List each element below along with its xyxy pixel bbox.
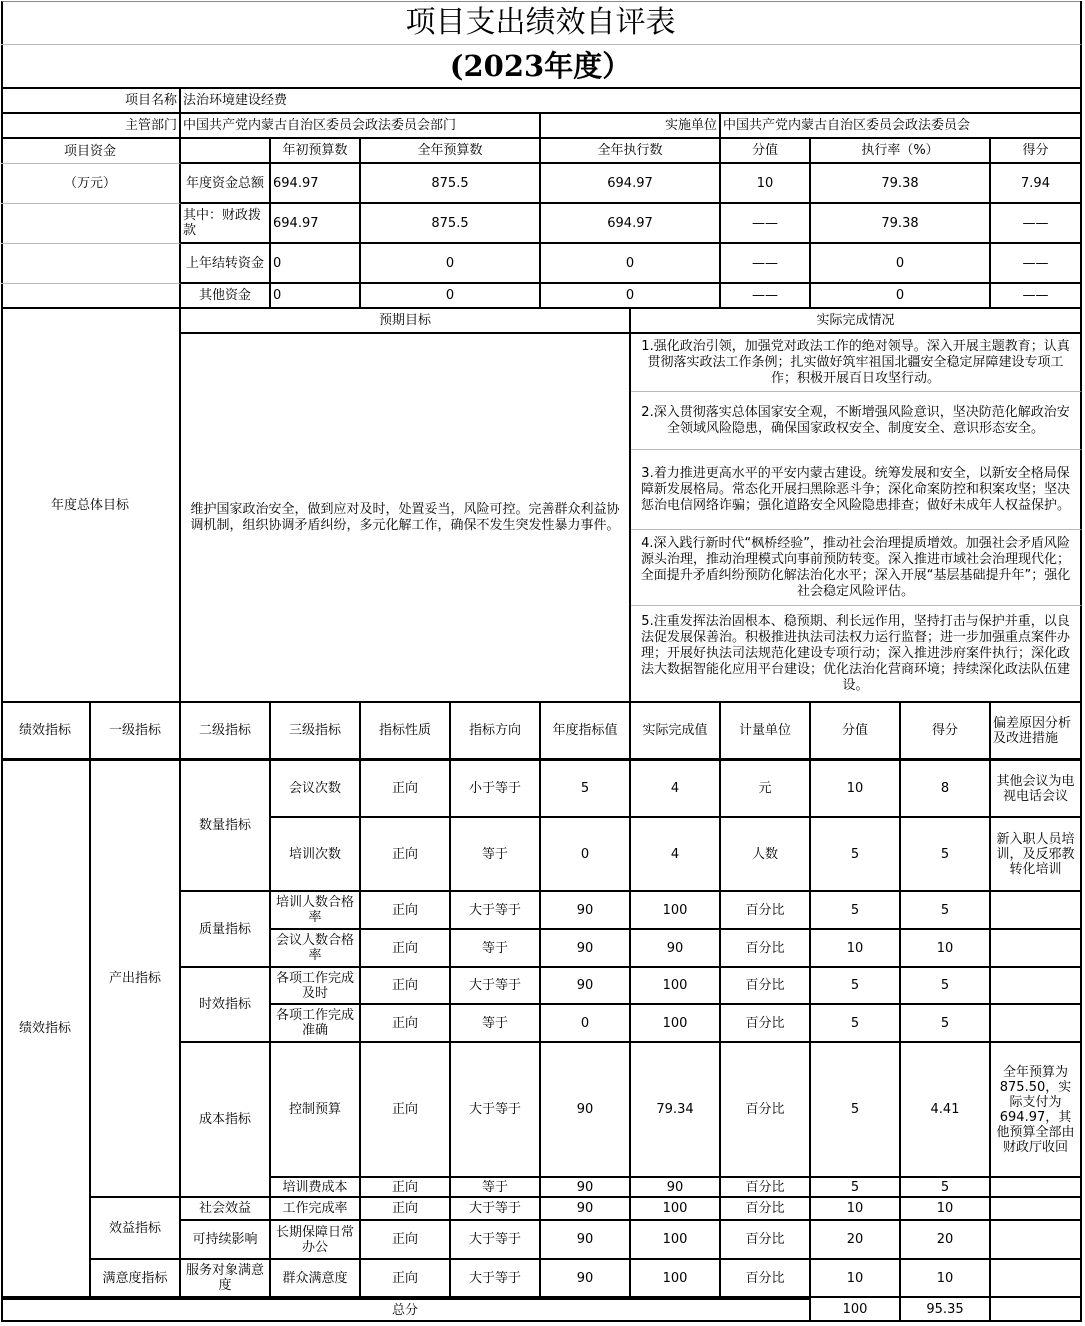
direction-cell: 大于等于 bbox=[451, 892, 541, 930]
score-cell: 10 bbox=[901, 1260, 991, 1298]
deviation-note-cell bbox=[991, 968, 1082, 1005]
ind-col0-text: 绩效指标 bbox=[18, 1021, 71, 1036]
funds-row-score: 7.94 bbox=[991, 164, 1082, 204]
ind-header: 二级指标 bbox=[181, 703, 271, 761]
target-value-cell: 90 bbox=[541, 1260, 631, 1298]
total-note bbox=[991, 1298, 1082, 1322]
nature-cell: 正向 bbox=[361, 968, 451, 1005]
funds-row-rate: 79.38 bbox=[811, 164, 991, 204]
performance-self-evaluation-sheet bbox=[1, 1, 1082, 1322]
unit-cell: 百分比 bbox=[721, 1005, 811, 1043]
sheet-subtitle: (2023年度） bbox=[1, 45, 1082, 89]
target-value-cell: 90 bbox=[541, 1221, 631, 1260]
level2-cell: 服务对象满意度 bbox=[181, 1260, 271, 1298]
score-value-cell: 10 bbox=[811, 1260, 901, 1298]
direction-cell: 等于 bbox=[451, 1178, 541, 1198]
nature-cell: 正向 bbox=[361, 930, 451, 968]
total-score: 95.35 bbox=[901, 1298, 991, 1322]
actual-value-cell: 90 bbox=[631, 1178, 721, 1198]
direction-cell: 大于等于 bbox=[451, 1221, 541, 1260]
deviation-note-cell: 其他会议为电视电话会议 bbox=[991, 761, 1082, 818]
actual-item: 5.注重发挥法治固根本、稳预期、利长远作用，坚持打击与保护并重，以良法促发展保善治。积极推进执法司法权力运行监督；进一步加强重点案件办理；开展好执法司法规范化建设专项行动；深入推进涉府案件执行；深化政法大数据智能化应用平台建设；优化法治化营商环境；持续深化政法队伍建设。 bbox=[631, 606, 1082, 703]
nature-cell: 正向 bbox=[361, 1005, 451, 1043]
deviation-note-cell bbox=[991, 1178, 1082, 1198]
unit-cell: 百分比 bbox=[721, 968, 811, 1005]
level3-cell: 会议人数合格率 bbox=[271, 930, 361, 968]
actual-item: 4.深入践行新时代“枫桥经验”，推动社会治理提质增效。加强社会矛盾风险源头治理，推动治理模式向事前预防转变。深入推进市域社会治理现代化；全面提升矛盾纠纷预防化解法治化水平；深入开展“基层基础提升年”；强化社会稳定风险评估。 bbox=[631, 530, 1082, 606]
dept-label: 主管部门 bbox=[1, 114, 181, 139]
funds-header-initial: 年初预算数 bbox=[271, 139, 361, 164]
deviation-note-cell bbox=[991, 1221, 1082, 1260]
ind-header: 得分 bbox=[901, 703, 991, 761]
funds-row-name: 年度资金总额 bbox=[181, 164, 271, 204]
actual-value-cell: 79.34 bbox=[631, 1043, 721, 1178]
funds-row-annual: 875.5 bbox=[361, 164, 541, 204]
funds-header-annual: 全年预算数 bbox=[361, 139, 541, 164]
level3-cell: 会议次数 bbox=[271, 761, 361, 818]
level3-cell: 各项工作完成及时 bbox=[271, 968, 361, 1005]
level3-cell: 培训费成本 bbox=[271, 1178, 361, 1198]
unit-cell: 百分比 bbox=[721, 1178, 811, 1198]
annual-goal-label: 年度总体目标 bbox=[1, 309, 181, 703]
level3-cell: 控制预算 bbox=[271, 1043, 361, 1178]
sheet-title: 项目支出绩效自评表 bbox=[1, 1, 1082, 45]
level3-cell: 各项工作完成准确 bbox=[271, 1005, 361, 1043]
score-cell: 5 bbox=[901, 892, 991, 930]
dept-value: 中国共产党内蒙古自治区委员会政法委员会部门 bbox=[181, 114, 541, 139]
ind-col0-label bbox=[1, 761, 91, 1298]
score-cell: 5 bbox=[901, 818, 991, 892]
score-cell: 20 bbox=[901, 1221, 991, 1260]
actual-value-cell: 100 bbox=[631, 1260, 721, 1298]
deviation-note-cell bbox=[991, 930, 1082, 968]
ind-header: 偏差原因分析及改进措施 bbox=[991, 703, 1082, 761]
nature-cell: 正向 bbox=[361, 892, 451, 930]
funds-row-executed: 694.97 bbox=[541, 204, 721, 244]
target-value-cell: 5 bbox=[541, 761, 631, 818]
ind-header: 计量单位 bbox=[721, 703, 811, 761]
ind-header: 年度指标值 bbox=[541, 703, 631, 761]
direction-cell: 等于 bbox=[451, 1005, 541, 1043]
deviation-note-cell bbox=[991, 1198, 1082, 1221]
score-cell: 8 bbox=[901, 761, 991, 818]
unit-cell: 百分比 bbox=[721, 1198, 811, 1221]
score-cell: 10 bbox=[901, 1198, 991, 1221]
ind-header: 绩效指标 bbox=[1, 703, 91, 761]
score-value-cell: 5 bbox=[811, 1043, 901, 1178]
level2-cell: 质量指标 bbox=[181, 892, 271, 968]
target-value-cell: 90 bbox=[541, 968, 631, 1005]
score-value-cell: 5 bbox=[811, 818, 901, 892]
funds-row-score-value: —— bbox=[721, 204, 811, 244]
funds-row-annual: 0 bbox=[361, 284, 541, 309]
funds-row-annual: 0 bbox=[361, 244, 541, 284]
ind-header: 指标性质 bbox=[361, 703, 451, 761]
actual-value-cell: 100 bbox=[631, 1198, 721, 1221]
actual-completion-header: 实际完成情况 bbox=[631, 309, 1082, 334]
funds-blank bbox=[1, 284, 181, 309]
funds-row-executed: 694.97 bbox=[541, 164, 721, 204]
ind-header: 三级指标 bbox=[271, 703, 361, 761]
score-cell: 5 bbox=[901, 968, 991, 1005]
total-label: 总分 bbox=[1, 1298, 811, 1322]
unit-cell: 百分比 bbox=[721, 1043, 811, 1178]
score-cell: 10 bbox=[901, 930, 991, 968]
funds-row-score-value: —— bbox=[721, 284, 811, 309]
nature-cell: 正向 bbox=[361, 1043, 451, 1178]
funds-label: 项目资金 bbox=[1, 139, 181, 164]
target-value-cell: 90 bbox=[541, 1198, 631, 1221]
funds-row-score: —— bbox=[991, 244, 1082, 284]
target-value-cell: 90 bbox=[541, 1043, 631, 1178]
score-value-cell: 10 bbox=[811, 1198, 901, 1221]
level2-cell: 可持续影响 bbox=[181, 1221, 271, 1260]
funds-row-score-value: —— bbox=[721, 244, 811, 284]
funds-row-score: —— bbox=[991, 204, 1082, 244]
funds-row-initial: 0 bbox=[271, 284, 361, 309]
level1-cell: 效益指标 bbox=[91, 1198, 181, 1260]
score-cell: 4.41 bbox=[901, 1043, 991, 1178]
target-value-cell: 90 bbox=[541, 1178, 631, 1198]
funds-row-executed: 0 bbox=[541, 244, 721, 284]
nature-cell: 正向 bbox=[361, 761, 451, 818]
deviation-note-cell: 新入职人员培训，及反邪教转化培训 bbox=[991, 818, 1082, 892]
direction-cell: 等于 bbox=[451, 818, 541, 892]
direction-cell: 小于等于 bbox=[451, 761, 541, 818]
project-name-value: 法治环境建设经费 bbox=[181, 89, 1082, 114]
level2-cell: 成本指标 bbox=[181, 1043, 271, 1198]
score-value-cell: 5 bbox=[811, 1178, 901, 1198]
funds-blank bbox=[1, 204, 181, 244]
deviation-note-cell bbox=[991, 892, 1082, 930]
expected-goal-text: 维护国家政治安全，做到应对及时，处置妥当，风险可控。完善群众利益协调机制，组织协调矛盾纠纷，多元化解工作，确保不发生突发性暴力事件。 bbox=[181, 334, 631, 703]
actual-value-cell: 90 bbox=[631, 930, 721, 968]
nature-cell: 正向 bbox=[361, 1198, 451, 1221]
nature-cell: 正向 bbox=[361, 1178, 451, 1198]
actual-item: 3.着力推进更高水平的平安内蒙古建设。统筹发展和安全，以新安全格局保障新发展格局。常态化开展扫黑除恶斗争；深化命案防控和积案攻坚；坚决惩治电信网络诈骗；强化道路安全风险隐患排查；做好未成年人权益保护。 bbox=[631, 450, 1082, 530]
unit-cell: 元 bbox=[721, 761, 811, 818]
funds-blank-header bbox=[181, 139, 271, 164]
funds-header-score-value: 分值 bbox=[721, 139, 811, 164]
ind-header: 指标方向 bbox=[451, 703, 541, 761]
impl-unit-label: 实施单位 bbox=[541, 114, 721, 139]
funds-row-name: 其他资金 bbox=[181, 284, 271, 309]
funds-row-score: —— bbox=[991, 284, 1082, 309]
level1-cell: 满意度指标 bbox=[91, 1260, 181, 1298]
direction-cell: 等于 bbox=[451, 930, 541, 968]
ind-header: 一级指标 bbox=[91, 703, 181, 761]
actual-item: 1.强化政治引领，加强党对政法工作的绝对领导。深入开展主题教育；认真贯彻落实政法工作条例；扎实做好筑牢祖国北疆安全稳定屏障建设专项工作；积极开展百日攻坚行动。 bbox=[631, 334, 1082, 392]
actual-value-cell: 100 bbox=[631, 968, 721, 1005]
level2-cell: 社会效益 bbox=[181, 1198, 271, 1221]
unit-cell: 百分比 bbox=[721, 1260, 811, 1298]
unit-cell: 百分比 bbox=[721, 892, 811, 930]
actual-value-cell: 4 bbox=[631, 761, 721, 818]
unit-cell: 百分比 bbox=[721, 1221, 811, 1260]
actual-value-cell: 100 bbox=[631, 1005, 721, 1043]
level3-cell: 长期保障日常办公 bbox=[271, 1221, 361, 1260]
nature-cell: 正向 bbox=[361, 818, 451, 892]
score-value-cell: 10 bbox=[811, 930, 901, 968]
score-value-cell: 5 bbox=[811, 1005, 901, 1043]
funds-row-executed: 0 bbox=[541, 284, 721, 309]
direction-cell: 大于等于 bbox=[451, 1198, 541, 1221]
level3-cell: 群众满意度 bbox=[271, 1260, 361, 1298]
funds-unit: （万元） bbox=[1, 164, 181, 204]
funds-row-initial: 0 bbox=[271, 244, 361, 284]
impl-unit-value: 中国共产党内蒙古自治区委员会政法委员会 bbox=[721, 114, 1082, 139]
unit-cell: 人数 bbox=[721, 818, 811, 892]
score-value-cell: 10 bbox=[811, 761, 901, 818]
deviation-note-cell bbox=[991, 1260, 1082, 1298]
funds-header-rate: 执行率（%） bbox=[811, 139, 991, 164]
score-cell: 5 bbox=[901, 1178, 991, 1198]
target-value-cell: 90 bbox=[541, 892, 631, 930]
ind-header: 分值 bbox=[811, 703, 901, 761]
total-score-value: 100 bbox=[811, 1298, 901, 1322]
direction-cell: 大于等于 bbox=[451, 1260, 541, 1298]
funds-row-rate: 0 bbox=[811, 284, 991, 309]
level3-cell: 工作完成率 bbox=[271, 1198, 361, 1221]
project-name-label: 项目名称 bbox=[1, 89, 181, 114]
actual-item: 2.深入贯彻落实总体国家安全观，不断增强风险意识，坚决防范化解政治安全领域风险隐患，确保国家政权安全、制度安全、意识形态安全。 bbox=[631, 392, 1082, 450]
nature-cell: 正向 bbox=[361, 1260, 451, 1298]
level3-cell: 培训人数合格率 bbox=[271, 892, 361, 930]
level2-cell: 时效指标 bbox=[181, 968, 271, 1043]
actual-value-cell: 100 bbox=[631, 892, 721, 930]
funds-row-rate: 0 bbox=[811, 244, 991, 284]
deviation-note-cell bbox=[991, 1005, 1082, 1043]
funds-blank bbox=[1, 244, 181, 284]
direction-cell: 大于等于 bbox=[451, 1043, 541, 1178]
score-value-cell: 5 bbox=[811, 968, 901, 1005]
funds-row-name: 上年结转资金 bbox=[181, 244, 271, 284]
score-cell: 5 bbox=[901, 1005, 991, 1043]
funds-row-annual: 875.5 bbox=[361, 204, 541, 244]
direction-cell: 大于等于 bbox=[451, 968, 541, 1005]
actual-value-cell: 4 bbox=[631, 818, 721, 892]
deviation-note-cell: 全年预算为875.50，实际支付为694.97，其他预算全部由财政厅收回 bbox=[991, 1043, 1082, 1178]
ind-header: 实际完成值 bbox=[631, 703, 721, 761]
score-value-cell: 5 bbox=[811, 892, 901, 930]
target-value-cell: 0 bbox=[541, 818, 631, 892]
target-value-cell: 0 bbox=[541, 1005, 631, 1043]
funds-header-executed: 全年执行数 bbox=[541, 139, 721, 164]
funds-row-initial: 694.97 bbox=[271, 204, 361, 244]
funds-header-score: 得分 bbox=[991, 139, 1082, 164]
funds-row-name: 其中：财政拨款 bbox=[181, 204, 271, 244]
unit-cell: 百分比 bbox=[721, 930, 811, 968]
level3-cell: 培训次数 bbox=[271, 818, 361, 892]
nature-cell: 正向 bbox=[361, 1221, 451, 1260]
funds-row-score-value: 10 bbox=[721, 164, 811, 204]
expected-goal-header: 预期目标 bbox=[181, 309, 631, 334]
level2-cell: 数量指标 bbox=[181, 761, 271, 892]
actual-value-cell: 100 bbox=[631, 1221, 721, 1260]
funds-row-initial: 694.97 bbox=[271, 164, 361, 204]
score-value-cell: 20 bbox=[811, 1221, 901, 1260]
target-value-cell: 90 bbox=[541, 930, 631, 968]
level1-cell: 产出指标 bbox=[91, 761, 181, 1198]
funds-row-rate: 79.38 bbox=[811, 204, 991, 244]
